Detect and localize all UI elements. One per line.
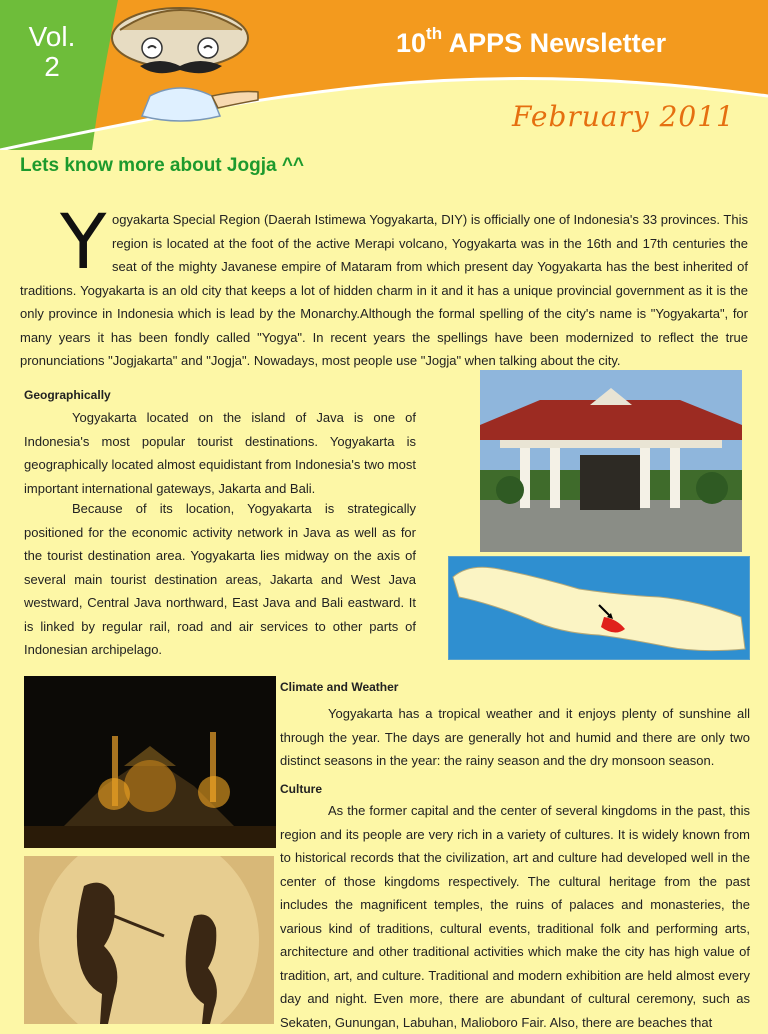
geo-paragraph-1: Yogyakarta located on the island of Java is one of Indonesia's most popular tourist destinations. Yogyakarta is geographically located almost equidistant from Indonesia's two most important international gateways, Jakarta and Bali. bbox=[24, 410, 416, 496]
culture-paragraph: As the former capital and the center of several kingdoms in the past, this region and its people are very rich in a variety of cultures. It is widely known from to historical records that the civilization, art and culture had developed well in the center of those kingdoms respectively. The cultural heritage from the past includes the magnificent temples, the ruins of palaces and monasteries, the various kind of traditions, cultural events, traditional folk and performing arts, architecture and other traditional activities which make the city has high value of tradition, art, and culture. Traditional and modern exhibition are held almost every day and night. Even more, there are abundant of cultural ceremony, such as Sekaten, Gunungan, Labuhan, Malioboro Fair. Also, there are beaches that bbox=[280, 803, 750, 1030]
intro-paragraph bbox=[20, 208, 748, 373]
newsletter-date: February 2011 bbox=[512, 100, 735, 133]
drop-cap-spacer bbox=[20, 208, 112, 274]
wayang-puppet-photo bbox=[24, 856, 274, 1024]
volume-label: Vol. bbox=[28, 21, 76, 52]
article-title: Lets know more about Jogja ^^ bbox=[20, 155, 305, 176]
java-map bbox=[448, 556, 750, 660]
geo-heading: Geographically bbox=[24, 388, 111, 402]
intro-text: ogyakarta Special Region (Daerah Istimewa Yogyakarta, DIY) is officially one of Indonesia's 33 provinces. This region is located at the foot of the active Merapi volcano, Yogyakarta was in the 16th and 17th centuries the seat of the mighty Javanese empire of Mataram from which present day Yogyakarta has the best inherited of traditions. Yogyakarta is an old city that keeps a lot of hidden charm in it and it has a unique provincial government as it is the only province in Indonesia which is lead by the Monarchy.Although the formal spelling of the city's name is "Yogyakarta", for many years it has been fondly called "Yogya". In recent years the spellings have been modernized to reflect the true pronunciations "Jogjakarta" and "Jogja". Nowadays, most people use "Jogja" when talking about the city. bbox=[20, 212, 748, 368]
borobudur-night-photo bbox=[24, 676, 276, 848]
title-number: 10 bbox=[396, 28, 427, 58]
geo-paragraph-2: Because of its location, Yogyakarta is strategically positioned for the economic activity network in Java as well as for the tourist destination area. Yogyakarta lies midway on the axis of several main tourist destination areas, Jakarta and West Java westward, Central Java northward, East Java and Bali eastward. It is linked by regular rail, road and air services to other parts of Indonesian archipelago. bbox=[24, 501, 416, 657]
drop-cap: Y bbox=[60, 197, 107, 286]
culture-heading: Culture bbox=[280, 782, 322, 796]
climate-paragraph: Yogyakarta has a tropical weather and it enjoys plenty of sunshine all through the year. The days are generally hot and humid and there are only two distinct seasons in the year: the rainy season and the dry monsoon season. bbox=[280, 706, 750, 768]
newsletter-title bbox=[396, 24, 667, 59]
volume-badge bbox=[28, 22, 76, 82]
kraton-palace-photo bbox=[480, 370, 742, 552]
climate-heading: Climate and Weather bbox=[280, 680, 399, 694]
title-rest: APPS Newsletter bbox=[442, 28, 667, 58]
newsletter-header bbox=[0, 0, 768, 150]
title-suffix: th bbox=[426, 24, 443, 43]
volume-number: 2 bbox=[44, 51, 60, 82]
